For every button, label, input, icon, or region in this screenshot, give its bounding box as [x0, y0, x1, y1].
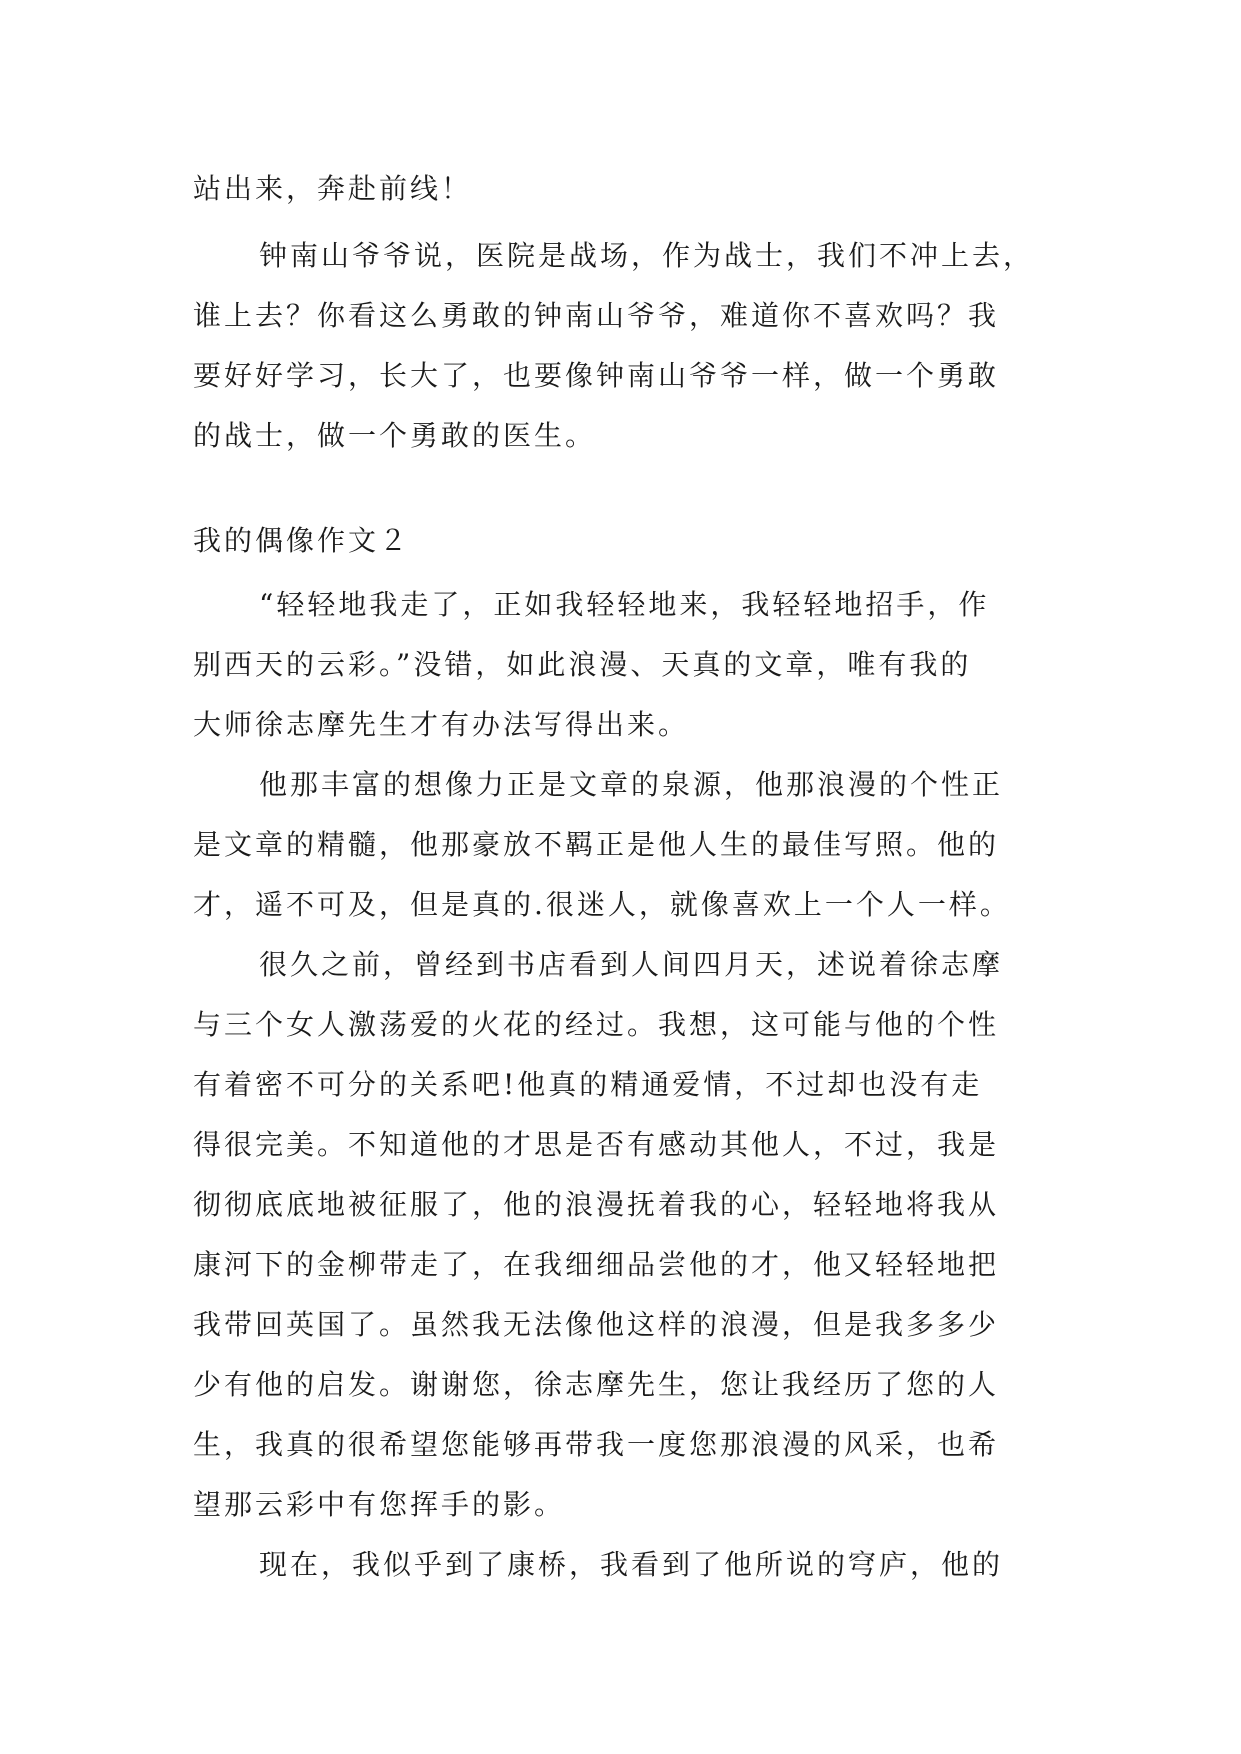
text-line: 钟南山爷爷说，医院是战场，作为战士，我们不冲上去，	[259, 239, 1035, 272]
text-line: 康河下的金柳带走了，在我细细品尝他的才，他又轻轻地把	[193, 1248, 1000, 1281]
text-line: 别西天的云彩。”没错，如此浪漫、天真的文章，唯有我的	[193, 648, 972, 681]
text-line: “轻轻地我走了，正如我轻轻地来，我轻轻地招手，作	[259, 588, 990, 621]
text-line: 才，遥不可及，但是真的.很迷人，就像喜欢上一个人一样。	[193, 888, 1011, 921]
text-line: 是文章的精髓，他那豪放不羁正是他人生的最佳写照。他的	[193, 828, 1000, 861]
text-line: 他那丰富的想像力正是文章的泉源，他那浪漫的个性正	[259, 768, 1004, 801]
text-line: 彻彻底底地被征服了，他的浪漫抚着我的心，轻轻地将我从	[193, 1188, 1000, 1221]
text-line: 生，我真的很希望您能够再带我一度您那浪漫的风采，也希	[193, 1428, 1000, 1461]
text-line: 很久之前，曾经到书店看到人间四月天，述说着徐志摩	[259, 948, 1004, 981]
text-line: 与三个女人激荡爱的火花的经过。我想，这可能与他的个性	[193, 1008, 1000, 1041]
text-line: 得很完美。不知道他的才思是否有感动其他人，不过，我是	[193, 1128, 1000, 1161]
text-line: 我带回英国了。虽然我无法像他这样的浪漫，但是我多多少	[193, 1308, 1000, 1341]
text-line: 要好好学习，长大了，也要像钟南山爷爷一样，做一个勇敢	[193, 359, 1000, 392]
text-line: 谁上去？你看这么勇敢的钟南山爷爷，难道你不喜欢吗？我	[193, 299, 1000, 332]
text-line: 有着密不可分的关系吧!他真的精通爱情，不过却也没有走	[193, 1068, 983, 1101]
text-line: 大师徐志摩先生才有办法写得出来。	[193, 708, 690, 741]
text-line: 少有他的启发。谢谢您，徐志摩先生，您让我经历了您的人	[193, 1368, 1000, 1401]
text-line: 望那云彩中有您挥手的影。	[193, 1488, 566, 1521]
text-line: 现在，我似乎到了康桥，我看到了他所说的穹庐，他的	[259, 1548, 1004, 1581]
text-line: 站出来，奔赴前线！	[193, 172, 473, 205]
text-line: 的战士，做一个勇敢的医生。	[193, 419, 597, 452]
section-title: 我的偶像作文２	[193, 524, 411, 557]
